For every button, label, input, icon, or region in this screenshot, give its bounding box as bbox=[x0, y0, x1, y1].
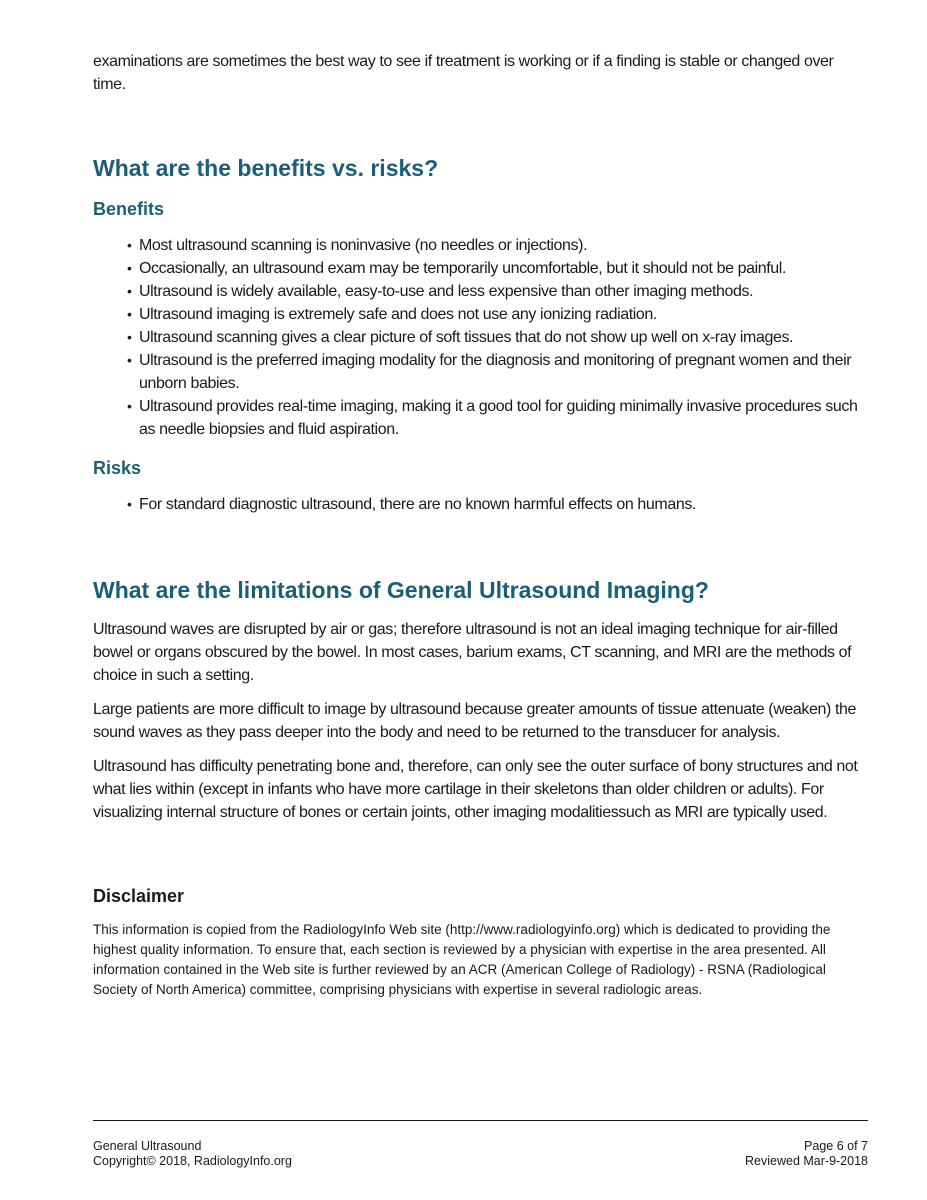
benefits-list bbox=[93, 234, 868, 441]
footer-row bbox=[93, 1139, 868, 1154]
bullet-icon: • bbox=[127, 283, 132, 299]
list-item: • For standard diagnostic ultrasound, there are no known harmful effects on humans. bbox=[127, 493, 868, 516]
list-item: • Ultrasound scanning gives a clear picture of soft tissues that do not show up well on x-ray images. bbox=[127, 326, 868, 349]
limitations-heading: What are the limitations of General Ultrasound Imaging? bbox=[93, 577, 709, 603]
list-item: • Ultrasound is the preferred imaging modality for the diagnosis and monitoring of pregnant women and their unborn babies. bbox=[127, 349, 868, 395]
benefits-risks-heading: What are the benefits vs. risks? bbox=[93, 155, 439, 181]
list-item: • Ultrasound provides real-time imaging, making it a good tool for guiding minimally invasive procedures such as needle biopsies and fluid aspiration. bbox=[127, 395, 868, 441]
footer-title: General Ultrasound bbox=[93, 1139, 202, 1153]
footer-row bbox=[93, 1154, 868, 1169]
disclaimer-heading: Disclaimer bbox=[93, 886, 185, 906]
bullet-icon: • bbox=[127, 237, 132, 253]
bullet-icon: • bbox=[127, 352, 132, 368]
disclaimer-text: This information is copied from the RadiologyInfo Web site (http://www.radiologyinfo.org) which is dedicated to providing the highest quality information. To ensure that, each section is reviewed by a physician with expertise in the area presented. All information contained in the Web site is further reviewed by an ACR (American College of Radiology) - RSNA (Radiological Society of North America) committee, comprising physicians with expertise in several radiologic areas. bbox=[93, 922, 831, 997]
limitations-paragraph: Ultrasound has difficulty penetrating bone and, therefore, can only see the outer surface of bony structures and not what lies within (except in infants who have more cartilage in their skeletons than older children or adults). For visualizing internal structure of bones or certain joints, other imaging modalitiessuch as MRI are typically used. bbox=[93, 758, 858, 821]
footer-page-number: Page 6 of 7 bbox=[804, 1139, 868, 1153]
intro-paragraph: examinations are sometimes the best way to see if treatment is working or if a finding is stable or changed over time. bbox=[93, 53, 834, 93]
footer-copyright: Copyright© 2018, RadiologyInfo.org bbox=[93, 1154, 292, 1168]
risks-heading: Risks bbox=[93, 458, 142, 478]
bullet-icon: • bbox=[127, 329, 132, 345]
page-content bbox=[93, 50, 868, 1000]
bullet-icon: • bbox=[127, 496, 132, 512]
bullet-icon: • bbox=[127, 260, 132, 276]
risks-list bbox=[93, 493, 868, 516]
list-item: • Ultrasound imaging is extremely safe and does not use any ionizing radiation. bbox=[127, 303, 868, 326]
bullet-icon: • bbox=[127, 398, 132, 414]
benefits-heading: Benefits bbox=[93, 199, 165, 219]
list-item: • Occasionally, an ultrasound exam may be temporarily uncomfortable, but it should not be painful. bbox=[127, 257, 868, 280]
limitations-paragraph: Ultrasound waves are disrupted by air or gas; therefore ultrasound is not an ideal imaging technique for air-filled bowel or organs obscured by the bowel. In most cases, barium exams, CT scanning, and MRI are the methods of choice in such a setting. bbox=[93, 621, 852, 684]
footer-reviewed-date: Reviewed Mar-9-2018 bbox=[745, 1154, 868, 1168]
list-item: • Most ultrasound scanning is noninvasive (no needles or injections). bbox=[127, 234, 868, 257]
page-footer bbox=[93, 1120, 868, 1169]
list-item: • Ultrasound is widely available, easy-to-use and less expensive than other imaging methods. bbox=[127, 280, 868, 303]
limitations-paragraph: Large patients are more difficult to image by ultrasound because greater amounts of tissue attenuate (weaken) the sound waves as they pass deeper into the body and need to be returned to the transducer for analysis. bbox=[93, 701, 856, 741]
bullet-icon: • bbox=[127, 306, 132, 322]
